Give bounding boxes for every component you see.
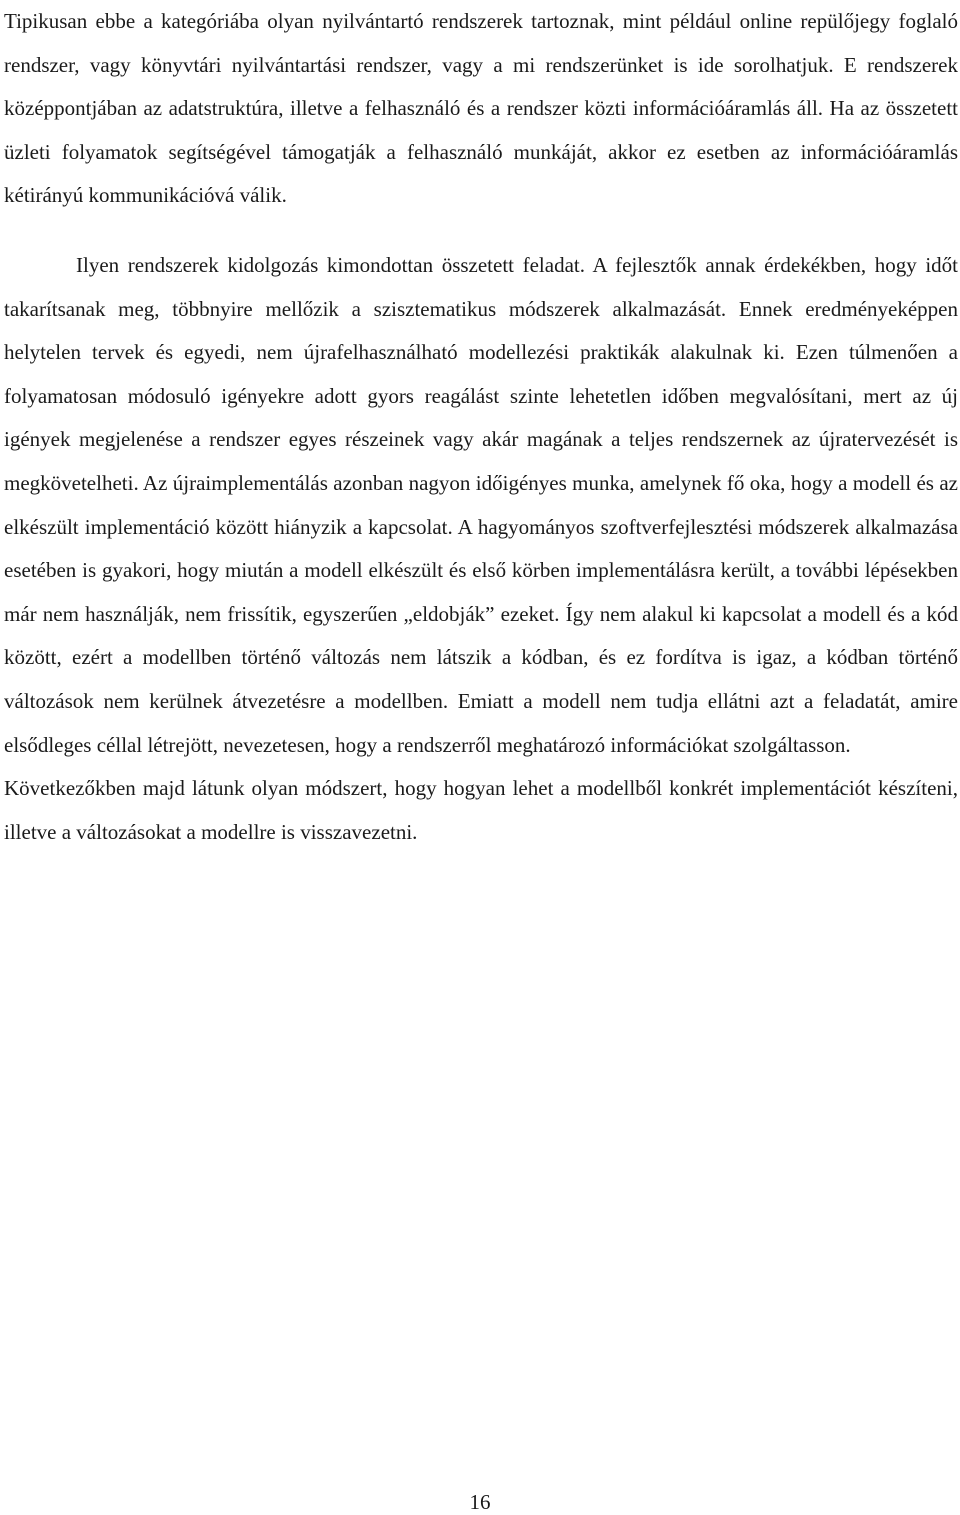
paragraph-3: Következőkben majd látunk olyan módszert, hogy hogyan lehet a modellből konkrét implementációt készíteni, illetve a változásokat a modellre is visszavezetni. <box>4 776 958 844</box>
body-text <box>4 0 958 854</box>
paragraph-2: Ilyen rendszerek kidolgozás kimondottan összetett feladat. A fejlesztők annak érdekékben, hogy időt takarítsanak meg, többnyire mellőzik a szisztematikus módszerek alkalmazását. Ennek eredményeképpen helytelen tervek és egyedi, nem újrafelhasználható modellezési praktikák alakulnak ki. Ezen túlmenően a folyamatosan módosuló igényekre adott gyors reagálást szinte lehetetlen időben megvalósítani, mert az új igények megjelenése a rendszer egyes részeinek vagy akár magának a teljes rendszernek az újratervezését is megkövetelheti. Az újraimplementálás azonban nagyon időigényes munka, amelynek fő oka, hogy a modell és az elkészült implementáció között hiányzik a kapcsolat. A hagyományos szoftverfejlesztési módszerek alkalmazása esetében is gyakori, hogy miután a modell elkészült és első körben implementálásra került, a további lépésekben már nem használják, nem frissítik, egyszerűen „eldobják” ezeket. Így nem alakul ki kapcsolat a modell és a kód között, ezért a modellben történő változás nem látszik a kódban, és ez fordítva is igaz, a kódban történő változások nem kerülnek átvezetésre a modellben. Emiatt a modell nem tudja ellátni azt a feladatát, amire elsődleges céllal létrejött, nevezetesen, hogy a rendszerről meghatározó információkat szolgáltasson. <box>4 252 958 757</box>
paragraph-1: Tipikusan ebbe a kategóriába olyan nyilvántartó rendszerek tartoznak, mint például online repülőjegy foglaló rendszer, vagy könyvtári nyilvántartási rendszer, vagy a mi rendszerünket is ide sorolhatjuk. E rendszerek középpontjában az adatstruktúra, illetve a felhasználó és a rendszer közti információáramlás áll. Ha az összetett üzleti folyamatok segítségével támogatják a felhasználó munkáját, akkor ez esetben az információáramlás kétirányú kommunikációvá válik. <box>4 9 958 208</box>
page-number: 16 <box>469 1490 491 1514</box>
